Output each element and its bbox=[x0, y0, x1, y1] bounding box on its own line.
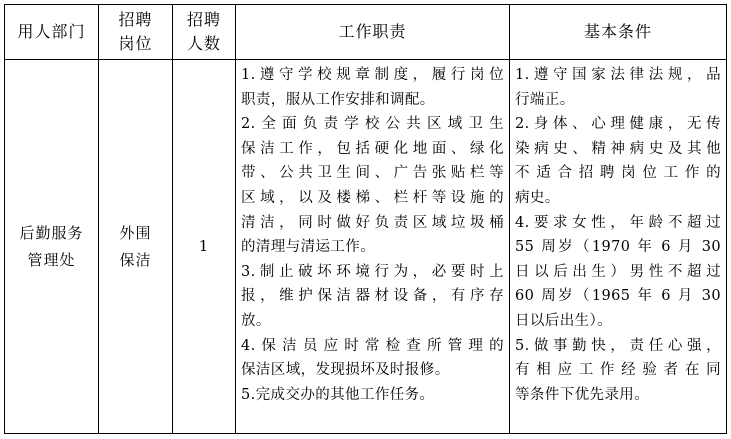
requirements-line: 染病史、精神病史及其他 bbox=[515, 140, 721, 157]
header-position bbox=[99, 5, 173, 60]
duties-line: 清洁，同时做好负责区域垃圾桶 bbox=[241, 214, 504, 231]
dept-line-2: 管理处 bbox=[27, 250, 76, 269]
duties-line: 放。 bbox=[241, 312, 271, 329]
cell-duties bbox=[236, 60, 510, 434]
requirements-line: 2.身体、心理健康，无传 bbox=[515, 116, 721, 133]
duties-line: 4.保洁员应时常检查所管理的 bbox=[241, 337, 504, 354]
duties-line: 保洁工作，包括硬化地面、绿化 bbox=[241, 140, 504, 157]
cell-count bbox=[173, 60, 236, 434]
duties-line: 3.制止破坏环境行为，必要时上 bbox=[241, 263, 504, 280]
duties-line: 报，维护保洁器材设备，有序存 bbox=[241, 288, 504, 305]
header-dept: 用人部门 bbox=[5, 5, 99, 60]
header-requirements: 基本条件 bbox=[510, 5, 727, 60]
requirements-line: 日以后出生）男性不超过 bbox=[515, 263, 721, 280]
header-position-line-1: 招聘 bbox=[118, 10, 153, 29]
duties-line: 5.完成交办的其他工作任务。 bbox=[241, 386, 435, 403]
duties-line: 2.全面负责学校公共区域卫生 bbox=[241, 116, 504, 133]
header-duties: 工作职责 bbox=[236, 5, 510, 60]
duties-line: 的清理与清运工作。 bbox=[241, 239, 376, 256]
duties-line: 区域，以及楼梯、栏杆等设施的 bbox=[241, 189, 504, 206]
requirements-line: 1.遵守国家法律法规，品 bbox=[515, 67, 721, 83]
duties-line: 1.遵守学校规章制度，履行岗位 bbox=[241, 67, 504, 83]
requirements-line: 行端正。 bbox=[515, 91, 575, 108]
requirements-line: 5.做事勤快，责任心强， bbox=[515, 337, 721, 354]
cell-position bbox=[99, 60, 173, 434]
requirements-line: 4.要求女性，年龄不超过 bbox=[515, 214, 721, 231]
count-value: 1 bbox=[198, 237, 210, 255]
requirements-line: 病史。 bbox=[515, 189, 560, 206]
requirements-line: 日以后出生）。 bbox=[515, 312, 613, 329]
dept-line-1: 后勤服务 bbox=[19, 223, 84, 242]
requirements-line: 不适合招聘岗位工作的 bbox=[515, 165, 721, 182]
position-line-2: 保洁 bbox=[119, 250, 152, 269]
position-line-1: 外围 bbox=[119, 223, 152, 242]
header-row bbox=[5, 5, 727, 60]
cell-requirements bbox=[510, 60, 727, 434]
requirements-line: 有相应工作经验者在同 bbox=[515, 362, 721, 379]
header-count bbox=[173, 5, 236, 60]
header-count-line-2: 人数 bbox=[186, 34, 221, 53]
table-row bbox=[5, 60, 727, 434]
cell-dept bbox=[5, 60, 99, 434]
requirements-line: 55 周岁（1970 年 6 月 30 bbox=[515, 239, 721, 256]
duties-line: 保洁区域，发现损坏及时报修。 bbox=[241, 362, 450, 379]
header-count-line-1: 招聘 bbox=[186, 10, 221, 29]
duties-line: 带、公共卫生间、广告张贴栏等 bbox=[241, 165, 504, 182]
duties-line: 职责，服从工作安排和调配。 bbox=[241, 91, 435, 108]
recruitment-table bbox=[4, 4, 727, 434]
requirements-line: 60 周岁（1965 年 6 月 30 bbox=[515, 288, 721, 305]
requirements-line: 等条件下优先录用。 bbox=[515, 386, 650, 403]
header-position-line-2: 岗位 bbox=[118, 34, 153, 53]
